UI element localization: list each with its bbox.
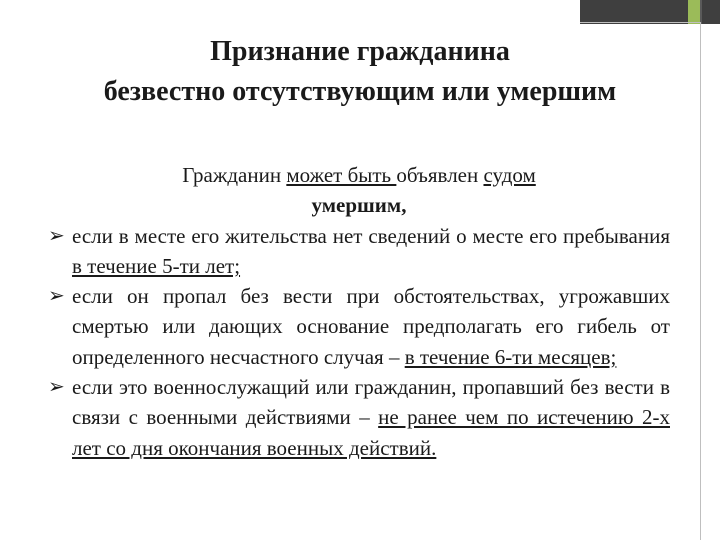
list-item-underlined: в течение 6-ти месяцев; <box>404 344 617 369</box>
intro-text-3: объявлен <box>396 163 484 187</box>
arrow-bullet-icon: ➢ <box>48 285 65 308</box>
decorative-divider <box>700 0 702 24</box>
arrow-bullet-icon: ➢ <box>48 224 65 247</box>
list-item <box>48 281 670 372</box>
list-item-text: если в месте его жительства нет сведений о месте его пребывания <box>72 223 670 248</box>
list-item <box>48 221 670 282</box>
list-item-underlined: не ранее чем по истечению 2-х лет со дня окончания военных действий. <box>72 405 670 460</box>
intro-text-1: Гражданин <box>182 163 287 187</box>
intro-text-2: может быть <box>286 163 397 187</box>
conditions-list <box>48 221 670 463</box>
list-item-text: если это военнослужащий или гражданин, пропавший без вести в связи с военными действиями – <box>72 375 670 430</box>
slide-title <box>40 32 680 112</box>
intro-paragraph <box>48 160 670 221</box>
arrow-bullet-icon: ➢ <box>48 376 65 399</box>
decorative-line-top <box>580 22 700 23</box>
title-line-1: Признание гражданина <box>210 36 510 67</box>
list-item-underlined: в течение 5-ти лет; <box>72 253 241 278</box>
intro-text-5: умершим, <box>311 193 407 218</box>
title-line-2: безвестно отсутствующим или умершим <box>103 76 617 107</box>
decorative-line-right <box>700 22 701 540</box>
intro-text-4: судом <box>483 163 536 187</box>
list-item-text: если он пропал без вести при обстоятельствах, угрожавших смертью или дающих основание предполагать его гибель от определенного несчастного случая – <box>72 284 670 369</box>
slide-body <box>48 160 670 463</box>
list-item <box>48 372 670 463</box>
